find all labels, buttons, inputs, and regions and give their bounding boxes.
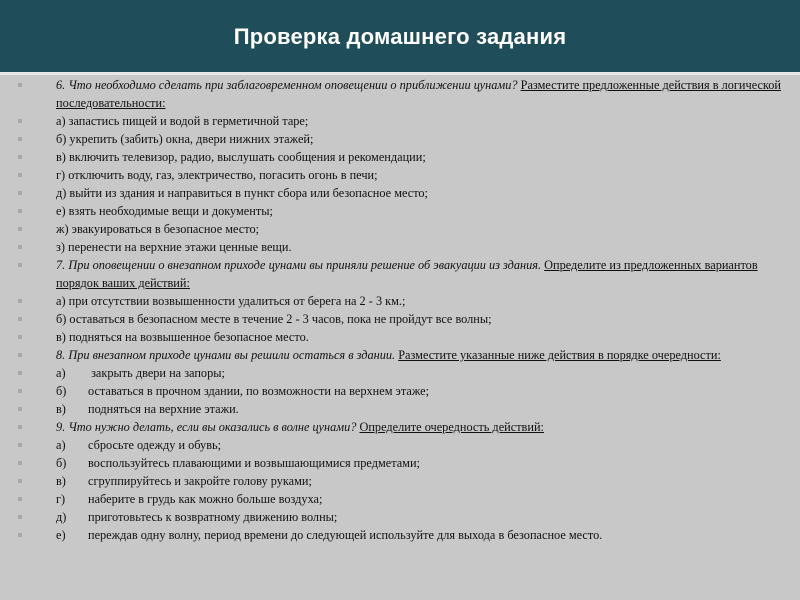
question-number: 8. [56, 348, 66, 362]
question-task: Определите из предложенных вариантов порядок ваших действий: [56, 258, 758, 290]
answer-label: д) [56, 510, 67, 524]
answer-item [14, 292, 794, 310]
answer-item [14, 220, 794, 238]
answer-item [14, 508, 794, 526]
title-bar [0, 0, 800, 72]
answer-text: сгруппируйтесь и закройте голову руками; [88, 474, 312, 488]
slide-content [14, 76, 794, 544]
answer-item [14, 436, 794, 454]
bullet-marker [18, 497, 22, 501]
bullet-marker [18, 227, 22, 231]
answer-label: б) [56, 384, 67, 398]
answer-text: оставаться в прочном здании, по возможности на верхнем этаже; [88, 384, 430, 398]
bullet-marker [18, 299, 22, 303]
answer-text: в) включить телевизор, радио, выслушать сообщения и рекомендации; [56, 150, 426, 164]
question7-heading [14, 256, 794, 292]
answer-item [14, 472, 794, 490]
bullet-marker [18, 173, 22, 177]
bullet-marker [18, 389, 22, 393]
bullet-marker [18, 461, 22, 465]
bullet-marker [18, 245, 22, 249]
question-task: Разместите предложенные действия в логической последовательности: [56, 78, 781, 110]
bullet-marker [18, 353, 22, 357]
question-text: Что нужно делать, если вы оказались в волне цунами? [68, 420, 357, 434]
slide-title: Проверка домашнего задания [233, 24, 567, 49]
answer-text: б) оставаться в безопасном месте в течение 2 - 3 часов, пока не пройдут все волны; [56, 312, 492, 326]
answer-text: переждав одну волну, период времени до следующей используйте для выхода в безопасное место. [88, 528, 603, 542]
answer-text: а) запастись пищей и водой в герметичной таре; [56, 114, 309, 128]
bullet-marker [18, 479, 22, 483]
answer-text: з) перенести на верхние этажи ценные вещи. [56, 240, 292, 254]
question-task: Разместите указанные ниже действия в порядке очередности: [398, 348, 721, 362]
question-number: 7. [56, 258, 66, 272]
question-intro [56, 348, 395, 362]
answer-item [14, 490, 794, 508]
answer-item [14, 310, 794, 328]
answer-label: б) [56, 456, 67, 470]
answer-text: сбросьте одежду и обувь; [88, 438, 222, 452]
question9-heading [14, 418, 794, 436]
answer-item [14, 526, 794, 544]
answer-text: д) выйти из здания и направиться в пункт сбора или безопасное место; [56, 186, 428, 200]
answer-item [14, 184, 794, 202]
question-text: При оповещении о внезапном приходе цунами вы приняли решение об эвакуации из здания. [68, 258, 542, 272]
bullet-marker [18, 263, 22, 267]
answer-item [14, 328, 794, 346]
bullet-marker [18, 515, 22, 519]
answer-text: подняться на верхние этажи. [88, 402, 239, 416]
answer-label: е) [56, 528, 66, 542]
bullet-marker [18, 209, 22, 213]
answer-item [14, 130, 794, 148]
answer-label: а) [56, 438, 66, 452]
question6-heading [14, 76, 794, 112]
answer-text: закрыть двери на запоры; [88, 366, 225, 380]
question-intro [56, 78, 518, 92]
answer-text: е) взять необходимые вещи и документы; [56, 204, 273, 218]
bullet-marker [18, 335, 22, 339]
answer-item [14, 238, 794, 256]
answer-label: г) [56, 492, 66, 506]
answer-label: в) [56, 474, 66, 488]
answer-text: наберите в грудь как можно больше воздуха; [88, 492, 323, 506]
bullet-marker [18, 137, 22, 141]
bullet-marker [18, 533, 22, 537]
answer-item [14, 166, 794, 184]
bullet-marker [18, 371, 22, 375]
question-text: Что необходимо сделать при заблаговременном оповещении о приближении цунами? [68, 78, 518, 92]
question-text: При внезапном приходе цунами вы решили остаться в здании. [68, 348, 396, 362]
bullet-marker [18, 119, 22, 123]
answer-text: а) при отсутствии возвышенности удалиться от берега на 2 - 3 км.; [56, 294, 406, 308]
bullet-marker [18, 83, 22, 87]
answer-item [14, 454, 794, 472]
answer-text: б) укрепить (забить) окна, двери нижних этажей; [56, 132, 314, 146]
bullet-marker [18, 425, 22, 429]
question-task: Определите очередность действий: [359, 420, 544, 434]
answer-item [14, 112, 794, 130]
answer-item [14, 148, 794, 166]
answer-item [14, 364, 794, 382]
question-intro [56, 258, 541, 272]
bullet-marker [18, 407, 22, 411]
answer-label: в) [56, 402, 66, 416]
answer-text: ж) эвакуироваться в безопасное место; [56, 222, 260, 236]
answer-text: г) отключить воду, газ, электричество, погасить огонь в печи; [56, 168, 378, 182]
bullet-marker [18, 191, 22, 195]
bullet-marker [18, 443, 22, 447]
bullet-marker [18, 317, 22, 321]
bullet-marker [18, 155, 22, 159]
answer-item [14, 400, 794, 418]
answer-item [14, 202, 794, 220]
question8-heading [14, 346, 794, 364]
question-intro [56, 420, 356, 434]
answer-label: а) [56, 366, 66, 380]
question-number: 6. [56, 78, 66, 92]
answer-text: приготовьтесь к возвратному движению волны; [88, 510, 338, 524]
answer-text: воспользуйтесь плавающими и возвышающимися предметами; [88, 456, 420, 470]
answer-text: в) подняться на возвышенное безопасное место. [56, 330, 309, 344]
answer-item [14, 382, 794, 400]
title-divider [0, 72, 800, 75]
question-number: 9. [56, 420, 66, 434]
